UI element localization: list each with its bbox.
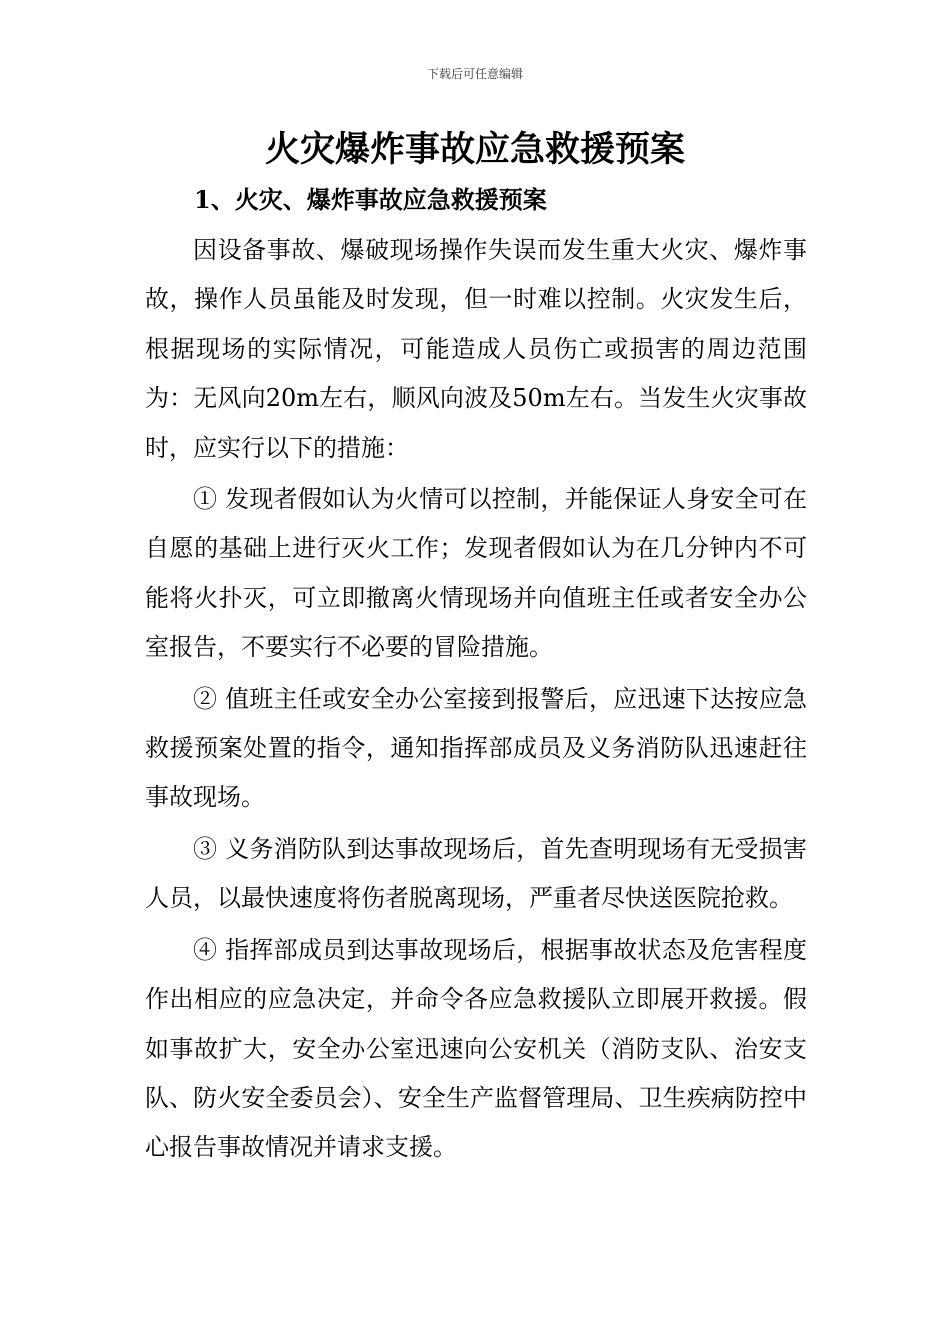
document-title: 火灾爆炸事故应急救援预案 [264,130,685,170]
paragraph-step-4: ④ 指挥部成员到达事故现场后，根据事故状态及危害程度作出相应的应急决定，并命令各应急救援队立即展开救援。假如事故扩大，安全办公室迅速向公安机关（消防支队、治安支队、防火安全委员会）、安全生产监督管理局、卫生疾病防控中心报告事故情况并请求支援。 [145,935,807,1162]
section-heading: 1、火灾、爆炸事故应急救援预案 [194,185,547,214]
paragraph-step-2: ② 值班主任或安全办公室接到报警后，应迅速下达按应急救援预案处置的指令，通知指挥部成员及义务消防队迅速赶往事故现场。 [145,684,807,812]
paragraph-step-3: ③ 义务消防队到达事故现场后，首先查明现场有无受损害人员，以最快速度将伤者脱离现场，严重者尽快送医院抢救。 [145,834,807,913]
header-note: 下载后可任意编辑 [426,67,523,81]
document-body [145,226,807,1173]
paragraph-intro: 因设备事故、爆破现场操作失误而发生重大火灾、爆炸事故，操作人员虽能及时发现，但一时难以控制。火灾发生后，根据现场的实际情况，可能造成人员伤亡或损害的周边范围为：无风向20m左右，顺风向波及50m左右。当发生火灾事故时，应实行以下的措施： [145,236,807,462]
paragraph-step-1: ① 发现者假如认为火情可以控制，并能保证人身安全可在自愿的基础上进行灭火工作；发现者假如认为在几分钟内不可能将火扑灭，可立即撤离火情现场并向值班主任或者安全办公室报告，不要实行不必要的冒险措施。 [145,485,807,662]
